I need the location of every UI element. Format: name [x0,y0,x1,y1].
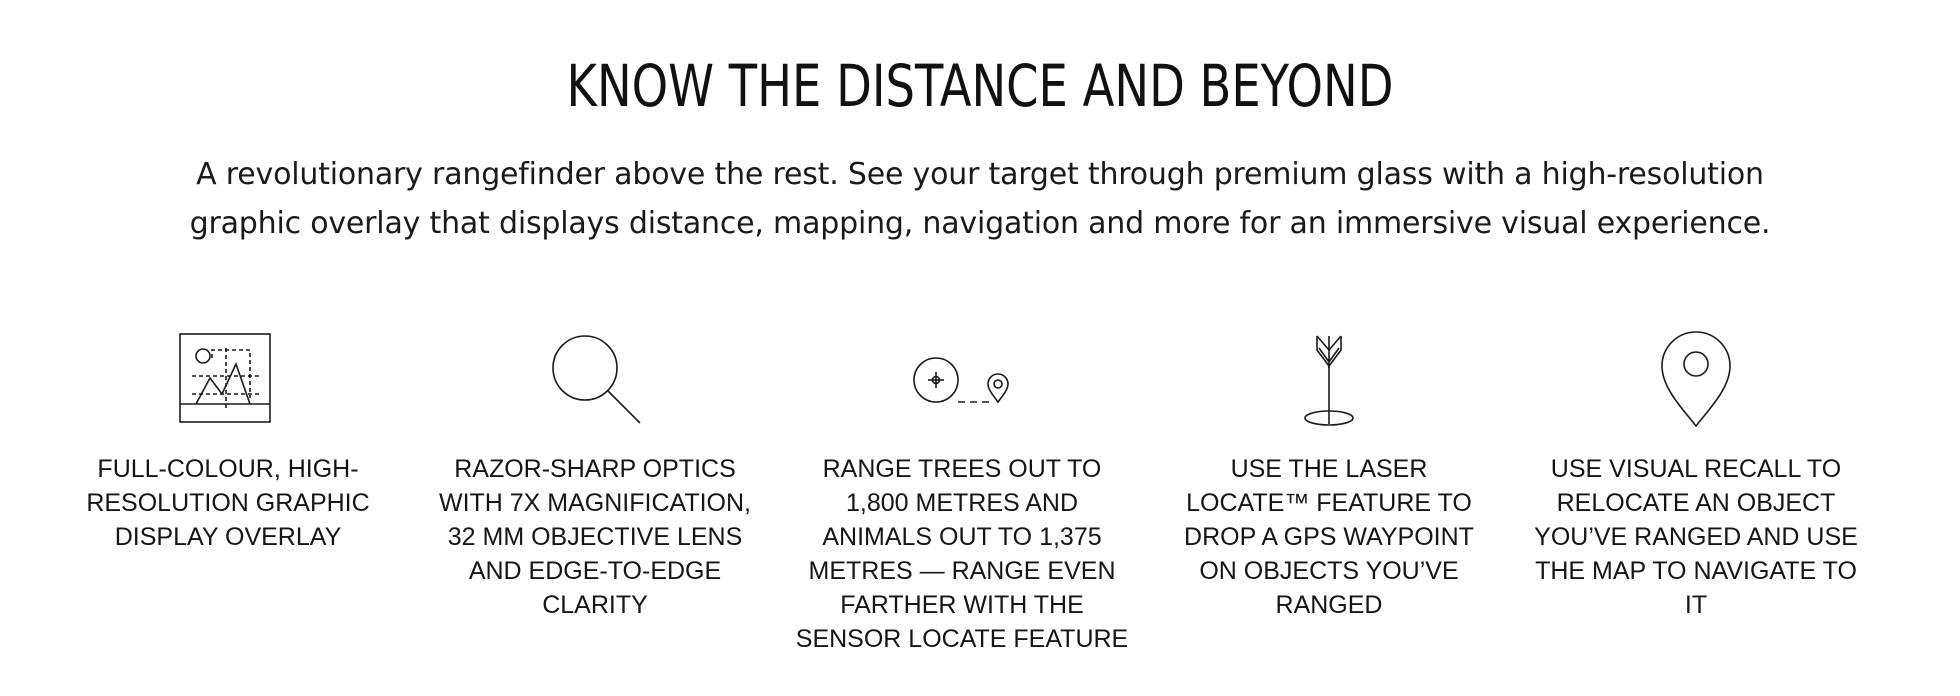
range-target-icon [912,332,1012,428]
feature-item-visual-recall [1516,332,1876,619]
feature-caption: USE VISUAL RECALL TO RELOCATE AN OBJECT YOU’VE RANGED AND USE THE MAP TO NAVIGATE TO IT [1534,455,1858,619]
arrow-waypoint-icon-svg [1279,332,1379,428]
range-target-icon-svg [912,332,1012,428]
feature-caption: USE THE LASER LOCATE™ FEATURE TO DROP A GPS WAYPOINT ON OBJECTS YOU’VE RANGED [1184,455,1474,619]
feature-caption: RAZOR-SHARP OPTICS WITH 7X MAGNIFICATION, 32 MM OBJECTIVE LENS AND EDGE-TO-EDGE CLARITY [438,455,752,619]
graphic-display-icon-svg [178,332,278,428]
map-pin-icon-svg [1646,332,1746,428]
section-intro: A revolutionary rangefinder above the rest. See your target through premium glass with a high-resolution graphic overlay that displays distance, mapping, navigation and more for an immersive visual experience. [189,157,1771,241]
magnifier-icon-svg [545,332,645,428]
section-headline: KNOW THE DISTANCE AND BEYOND [566,52,1394,120]
map-pin-icon [1646,332,1746,428]
feature-item-optics [415,332,775,619]
magnifier-icon [545,332,645,428]
feature-caption: FULL-COLOUR, HIGH-RESOLUTION GRAPHIC DISPLAY OVERLAY [86,455,370,551]
feature-item-laser-locate [1149,332,1509,619]
arrow-waypoint-icon [1279,332,1379,428]
feature-item-range [782,332,1142,653]
feature-caption: RANGE TREES OUT TO 1,800 METRES AND ANIMALS OUT TO 1,375 METRES — RANGE EVEN FARTHER WITH THE SENSOR LOCATE FEATURE [795,455,1129,653]
feature-item-graphic-display [48,332,408,551]
graphic-display-icon [178,332,278,428]
